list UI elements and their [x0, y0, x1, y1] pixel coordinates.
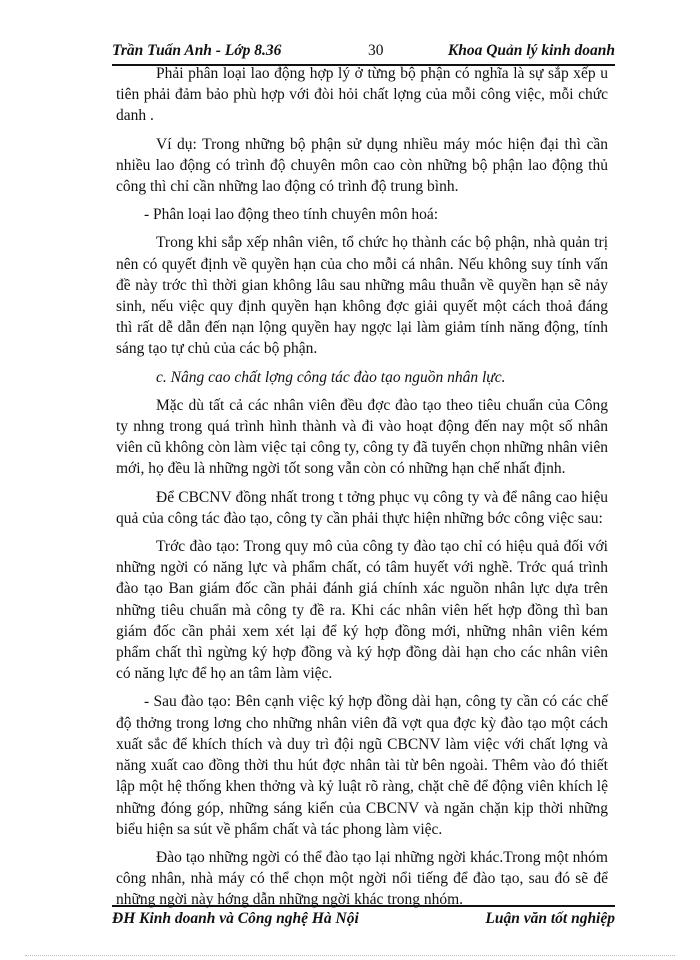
paragraph: Phải phân loại lao động hợp lý ở từng bộ phận có nghĩa là sự sắp xếp u tiên phải đảm bảo phù hợp với đòi hỏi chất lợng của mỗi công việc, mỗi chức danh .: [116, 65, 608, 125]
page-number: 30: [368, 42, 384, 59]
paragraph: Trớc đào tạo: Trong quy mô của công ty đào tạo chỉ có hiệu quả đối với những ngời có năng lực và phẩm chất, có tâm huyết với nghề. Trớc quá trình đào tạo Ban giám đốc cần phải đánh giá chính xác nguồn nhân lực dựa trên những tiêu chuẩn mà công ty đề ra. Khi các nhân viên hết hợp đồng thì ban giám đốc cần phải xem xét lại để ký hợp đồng mới, những nhân viên kém phẩm chất thì ngừng ký hợp đồng và ký hợp đồng dài hạn cho các nhân viên có năng lực để họ an tâm làm việc.: [116, 538, 608, 683]
paragraph: Đào tạo những ngời có thể đào tạo lại những ngời khác.Trong một nhóm công nhân, nhà máy có thể chọn một ngời nổi tiếng để đào tạo, sau đó sẽ để những ngời này hớng dẫn những ngời khác trong nhóm.: [116, 848, 608, 909]
paragraph: - Sau đào tạo: Bên cạnh việc ký hợp đồng dài hạn, công ty cần có các chế độ thởng trong lơng cho những nhân viên đã vợt qua đợc kỳ đào tạo một cách xuất sắc để khích thích và duy trì đội ngũ CBCNV làm việc với chất lợng và năng xuất cao đồng thời thu hút đợc nhân tài từ bên ngoài. Thêm vào đó thiết lập một hệ thống khen thởng và kỷ luật rõ ràng, chặt chẽ để động viên khích lệ những đóng góp, những sáng kiến của CBCNV và ngăn chặn kịp thời những biểu hiện sa sút về phẩm chất và tác phong làm việc.: [116, 693, 608, 838]
section-subheading: - Phân loại lao động theo tính chuyên môn hoá:: [144, 206, 439, 224]
paragraph: Trong khi sắp xếp nhân viên, tổ chức họ thành các bộ phận, nhà quản trị nên có quyết định về quyền hạn của cho mỗi cá nhân. Nếu không suy tính vấn đề này trớc thì thời gian không lâu sau những mâu thuẫn về quyền hạn sẽ nảy sinh, nếu việc quy định quyền hạn không đợc giải quyết một cách thoả đáng thì rất dễ dẫn đến nạn lộng quyền hay ngợc lại làm giảm tính năng động, tính sáng tạo tự chủ của các bộ phận.: [116, 234, 608, 358]
footer-thesis-label: Luận văn tốt nghiệp: [485, 910, 615, 927]
paragraph: Để CBCNV đồng nhất trong t tởng phục vụ công ty và để nâng cao hiệu quả của công tác đào tạo, công ty cần phải thực hiện những bớc công việc sau:: [116, 488, 608, 527]
header-author: Trần Tuấn Anh - Lớp 8.36: [112, 42, 282, 59]
footer-university: ĐH Kinh doanh và Công nghệ Hà Nội: [112, 910, 359, 927]
paragraph: Mặc dù tất cả các nhân viên đều đợc đào tạo theo tiêu chuẩn của Công ty nhng trong quá trình hình thành và đi vào hoạt động đến nay một số nhân viên cũ không còn làm việc tại công ty, công ty đã tuyển chọn những nhân viên mới, họ đều là những ngời tốt song vẫn còn có những hạn chế nhất định.: [116, 396, 608, 478]
body-text: [116, 63, 608, 918]
header-faculty: Khoa Quản lý kinh doanh: [447, 42, 615, 59]
page-bottom-divider: [25, 955, 675, 956]
page-footer: [112, 905, 615, 929]
paragraph: Ví dụ: Trong những bộ phận sử dụng nhiều máy móc hiện đại thì cần nhiều lao động có trình độ chuyên môn cao còn những bộ phận lao động thủ công thì chỉ cần những lao động có trình độ trung bình.: [116, 135, 608, 196]
section-heading: c. Nâng cao chất lợng công tác đào tạo nguồn nhân lực.: [156, 368, 506, 386]
